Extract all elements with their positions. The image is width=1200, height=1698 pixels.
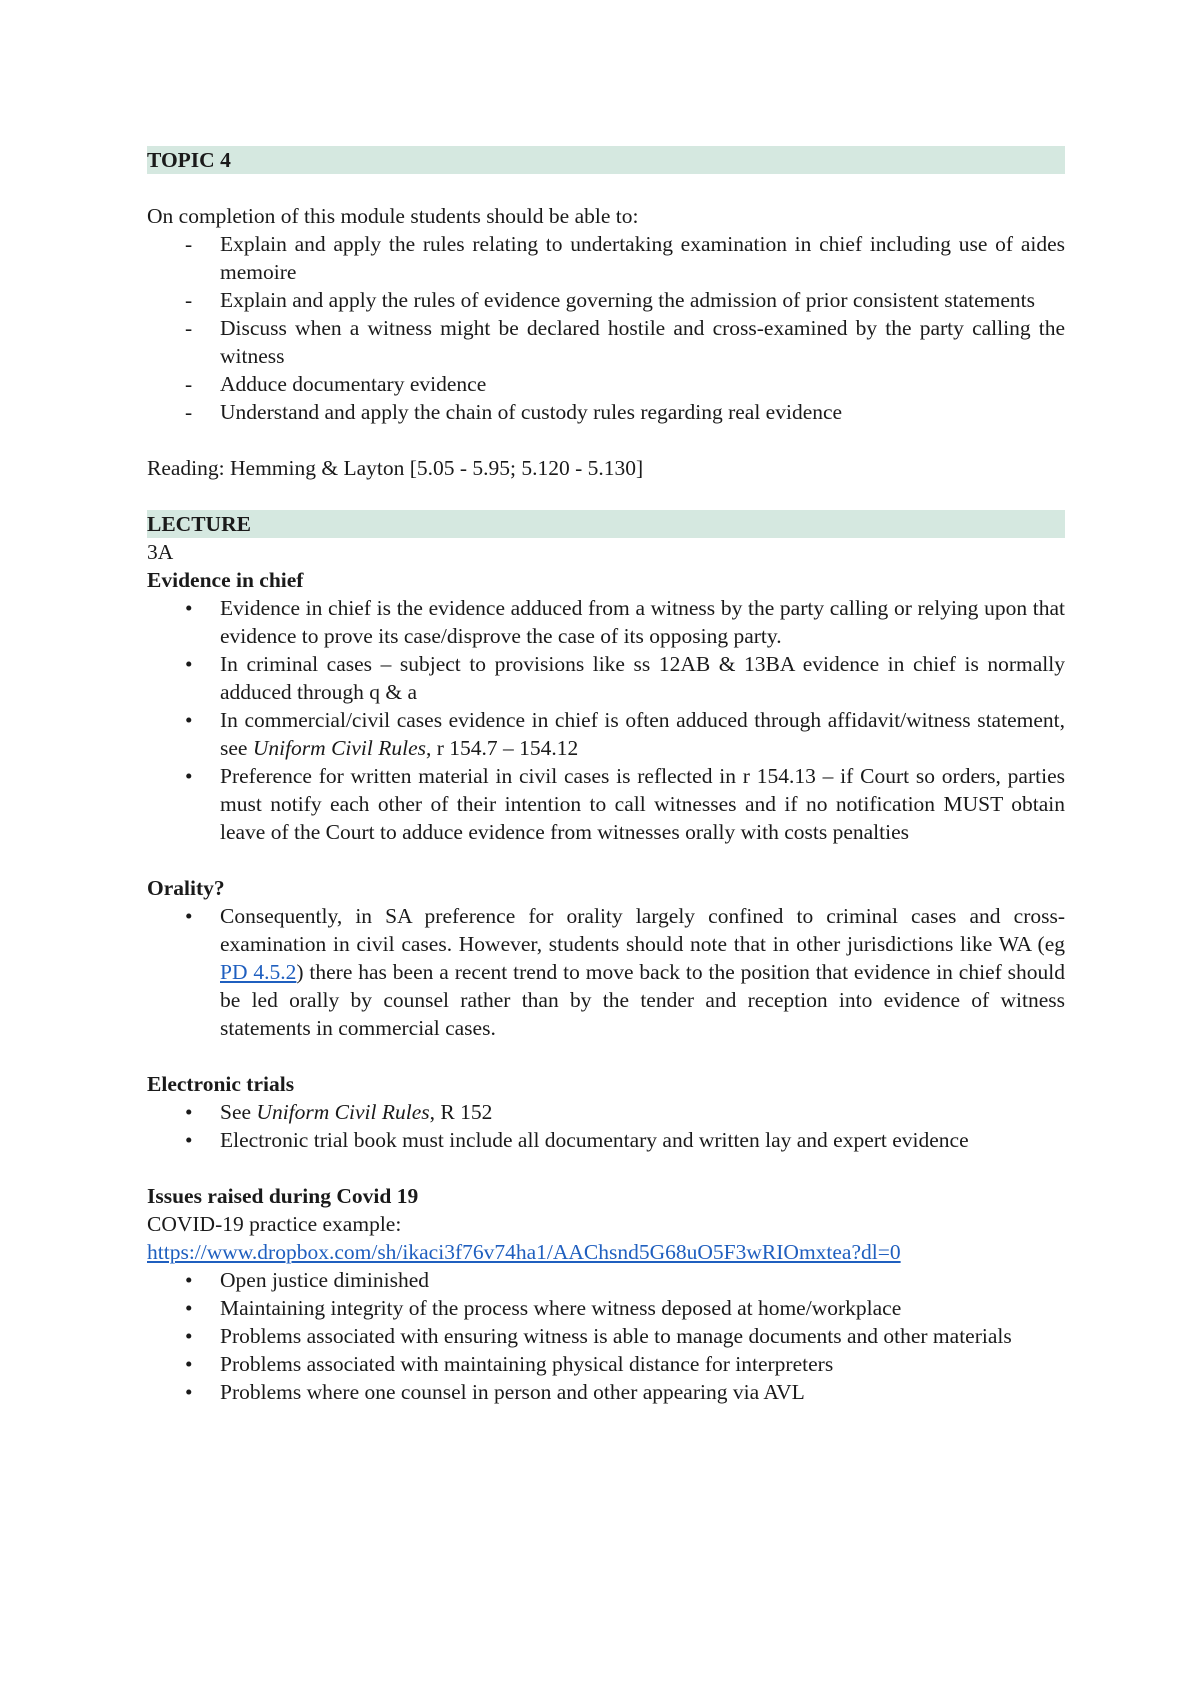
list-item: • In commercial/civil cases evidence in chief is often adduced through affidavit/witness statement, see Uniform Civil Rules, r 154.7 – 154.12 [185, 708, 1065, 760]
covid-example-label: COVID-19 practice example: [147, 1212, 402, 1236]
list-item: • Electronic trial book must include all documentary and written lay and expert evidence [185, 1128, 969, 1152]
orality-list [147, 902, 1065, 1042]
covid-heading: Issues raised during Covid 19 [147, 1184, 419, 1208]
list-item: • See Uniform Civil Rules, R 152 [185, 1100, 493, 1124]
pd-link[interactable]: PD 4.5.2 [220, 960, 297, 984]
objective-item: - Explain and apply the rules relating to undertaking examination in chief including use of aides memoire [185, 232, 1065, 284]
list-item: • Maintaining integrity of the process where witness deposed at home/workplace [185, 1296, 902, 1320]
list-item: • Open justice diminished [185, 1268, 429, 1292]
list-item: • Consequently, in SA preference for orality largely confined to criminal cases and cross-examination in civil cases. However, students should note that in other jurisdictions like WA (eg PD 4.5.2) there has been a recent trend to move back to the position that evidence in chief should be led orally by counsel rather than by the tender and reception into evidence of witness statements in commercial cases. [185, 904, 1066, 1040]
objective-item: - Understand and apply the chain of custody rules regarding real evidence [185, 400, 843, 424]
evidence-in-chief-heading: Evidence in chief [147, 568, 304, 592]
lecture-subtitle: 3A [147, 540, 174, 564]
list-item: • Preference for written material in civil cases is reflected in r 154.13 – if Court so orders, parties must notify each other of their intention to call witnesses and if no notification MUST obtain leave of the Court to adduce evidence from witnesses orally with costs penalties [185, 764, 1065, 844]
evidence-in-chief-list [147, 594, 1065, 846]
reading-reference: Reading: Hemming & Layton [5.05 - 5.95; 5.120 - 5.130] [147, 456, 644, 480]
topic-heading: TOPIC 4 [147, 146, 1065, 174]
electronic-trials-list [147, 1098, 1065, 1154]
objective-item: - Explain and apply the rules of evidence governing the admission of prior consistent statements [185, 288, 1036, 312]
objective-item: - Discuss when a witness might be declared hostile and cross-examined by the party calling the witness [185, 316, 1065, 368]
rules-citation: Uniform Civil Rules [252, 736, 427, 760]
list-item: • Problems where one counsel in person and other appearing via AVL [185, 1380, 805, 1404]
list-item: • Evidence in chief is the evidence adduced from a witness by the party calling or relying upon that evidence to prove its case/disprove the case of its opposing party. [185, 596, 1065, 648]
list-item: • In criminal cases – subject to provisions like ss 12AB & 13BA evidence in chief is normally adduced through q & a [185, 652, 1065, 704]
list-item: • Problems associated with maintaining physical distance for interpreters [185, 1352, 834, 1376]
objective-item: - Adduce documentary evidence [185, 372, 487, 396]
dropbox-link[interactable]: https://www.dropbox.com/sh/ikaci3f76v74ha1/AAChsnd5G68uO5F3wRIOmxtea?dl=0 [147, 1240, 901, 1264]
document-content [147, 146, 1065, 1406]
electronic-trials-heading: Electronic trials [147, 1072, 295, 1096]
objectives-intro: On completion of this module students should be able to: [147, 204, 639, 228]
orality-heading: Orality? [147, 876, 225, 900]
covid-issues-list [147, 1266, 1065, 1406]
rules-citation: Uniform Civil Rules [256, 1100, 430, 1124]
list-item: • Problems associated with ensuring witness is able to manage documents and other materials [185, 1324, 1012, 1348]
objectives-list [147, 230, 1065, 426]
lecture-heading: LECTURE [147, 510, 1065, 538]
